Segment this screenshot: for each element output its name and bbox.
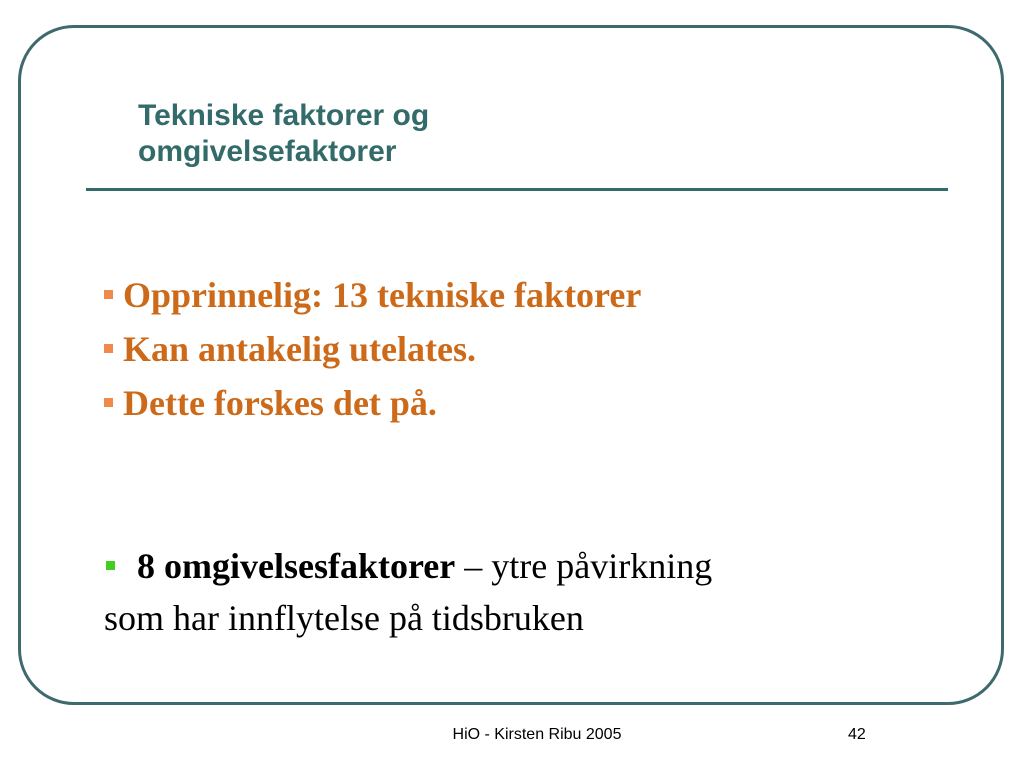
bullet-item-1 (104, 268, 641, 322)
slide-title (138, 98, 838, 170)
square-bullet-icon (104, 398, 113, 407)
bullet-list (104, 268, 641, 430)
slide-title-line-1: Tekniske faktorer og (138, 99, 430, 132)
omgivelse-text-line-2: som har innflytelse på tidsbruken (104, 598, 584, 638)
omgivelse-term: 8 omgivelsesfaktorer (137, 546, 456, 586)
square-bullet-icon (104, 290, 113, 299)
green-square-bullet-icon (106, 561, 115, 570)
bullet-text-2: Kan antakelig utelates. (123, 329, 477, 369)
bullet-text-3: Dette forskes det på. (123, 383, 437, 423)
bullet-item-3 (104, 376, 641, 430)
slide-title-line-2: omgivelsefaktorer (138, 135, 397, 168)
title-divider (86, 188, 948, 191)
footer-author: HiO - Kirsten Ribu 2005 (452, 726, 622, 743)
page-number: 42 (848, 726, 866, 743)
omgivelse-text-line-1: – ytre påvirkning (455, 546, 713, 586)
omgivelse-paragraph (104, 540, 904, 644)
bullet-text-1: Opprinnelig: 13 tekniske faktorer (123, 275, 642, 315)
bullet-item-2 (104, 322, 641, 376)
square-bullet-icon (104, 344, 113, 353)
